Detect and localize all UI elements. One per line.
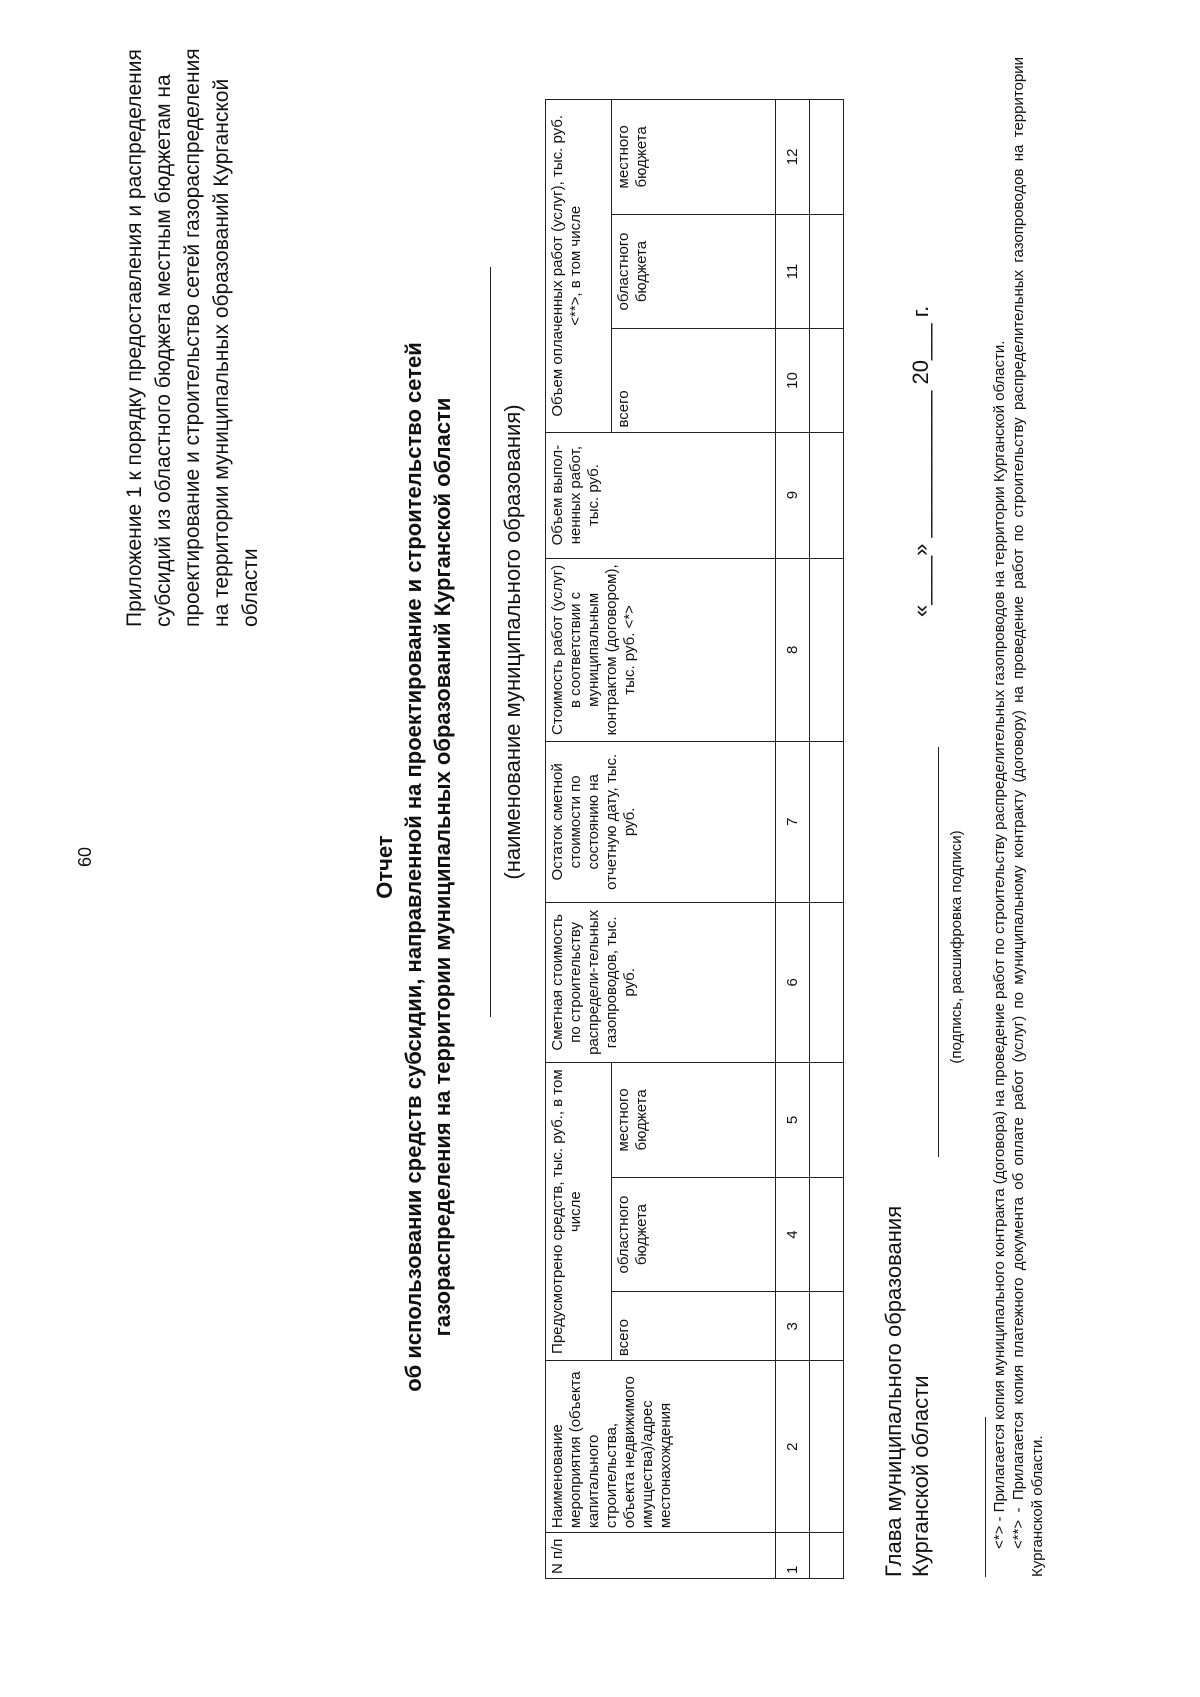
table-cell (810, 1063, 844, 1178)
header-local-budget: местного бюджета (612, 1063, 776, 1178)
column-number: 8 (776, 558, 810, 741)
table-cell (810, 1361, 844, 1533)
signature-line (938, 747, 939, 1157)
table-empty-row (810, 100, 844, 1579)
table-cell (810, 1177, 844, 1292)
header-paid-regional-budget: областного бюджета (612, 214, 776, 329)
column-number: 10 (776, 329, 810, 432)
date-field: «____» ____________ 20___ г. (908, 305, 933, 617)
title-line-3: газораспределения на территории муниципальных образований Курганской области (430, 397, 455, 1337)
table-column-numbers-row (776, 100, 810, 1579)
report-table (545, 99, 844, 1579)
signatory-label (880, 1206, 934, 1577)
column-number: 9 (776, 432, 810, 558)
table-cell (810, 100, 844, 215)
column-number: 12 (776, 100, 810, 215)
header-funds-provided: Предусмотрено средств, тыс. руб., в том числе (546, 1063, 612, 1361)
table-cell (810, 329, 844, 432)
table-cell (810, 1533, 844, 1579)
signatory-label-line-1: Глава муниципального образования (881, 1205, 906, 1577)
report-title (370, 167, 457, 1567)
header-paid-work: Объем оплаченных работ (услуг), тыс. руб. <**>, в том числе (546, 100, 612, 433)
header-paid-total: всего (612, 329, 776, 432)
column-number: 2 (776, 1361, 810, 1533)
column-number: 6 (776, 902, 810, 1063)
table-cell (810, 1292, 844, 1361)
header-number: N п/п (546, 1533, 776, 1579)
table-cell (810, 214, 844, 329)
column-number: 1 (776, 1533, 810, 1579)
header-estimated-cost: Сметная стоимость по строительству распредели-тельных газопроводов, тыс. руб. (546, 902, 776, 1063)
signature-caption: (подпись, расшифровка подписи) (948, 830, 965, 1064)
header-regional-budget: областного бюджета (612, 1177, 776, 1292)
header-event-name: Наименование мероприятия (объекта капитального строительства, объекта недвижимого имущества)/адрес местонахождения (546, 1361, 776, 1533)
table-cell (810, 742, 844, 903)
header-remaining-cost: Остаток сметной стоимости по состоянию на отчетную дату, тыс. руб. (546, 742, 776, 903)
footnote-1: <*> - Прилагается копия муниципального контракта (договора) на проведение работ по строительству распределительных газопроводов на территории Курганской области. (991, 340, 1008, 1549)
column-number: 4 (776, 1177, 810, 1292)
title-line-2: об использовании средств субсидии, направленной на проектирование и строительство сетей (401, 342, 426, 1392)
column-number: 11 (776, 214, 810, 329)
footnote-2: <**> - Прилагается копия платежного документа об оплате работ (услуг) по муниципальному контракту (договору) на проведение работ по строительству распределительных газопроводов на территории Курганской области. (1010, 57, 1046, 1577)
title-line-1: Отчет (372, 835, 397, 899)
appendix-note: Приложение 1 к порядку предоставления и распределения субсидий из областного бюджета местным бюджетам на проектирование и строительство сетей газораспределения на территории муниципальных образований Курганской области (123, 48, 262, 627)
footnotes (990, 57, 1047, 1577)
header-paid-local-budget: местного бюджета (612, 100, 776, 215)
column-number: 7 (776, 742, 810, 903)
column-number: 3 (776, 1292, 810, 1361)
header-total: всего (612, 1292, 776, 1361)
table-cell (810, 432, 844, 558)
header-contract-cost: Стоимость работ (услуг) в соответствии с муниципальным контрактом (договором), тыс. руб. <*> (546, 558, 776, 741)
header-work-done: Объем выпол-ненных работ, тыс. руб. (546, 432, 776, 558)
page-number: 60 (75, 846, 95, 867)
municipality-name-line (490, 267, 491, 1017)
table-header-row-1 (546, 100, 612, 1579)
table-cell (810, 902, 844, 1063)
table-cell (810, 558, 844, 741)
signatory-label-line-2: Курганской области (908, 1375, 933, 1577)
municipality-caption: (наименование муниципального образования) (500, 404, 525, 880)
column-number: 5 (776, 1063, 810, 1178)
footnote-separator (985, 1417, 986, 1577)
